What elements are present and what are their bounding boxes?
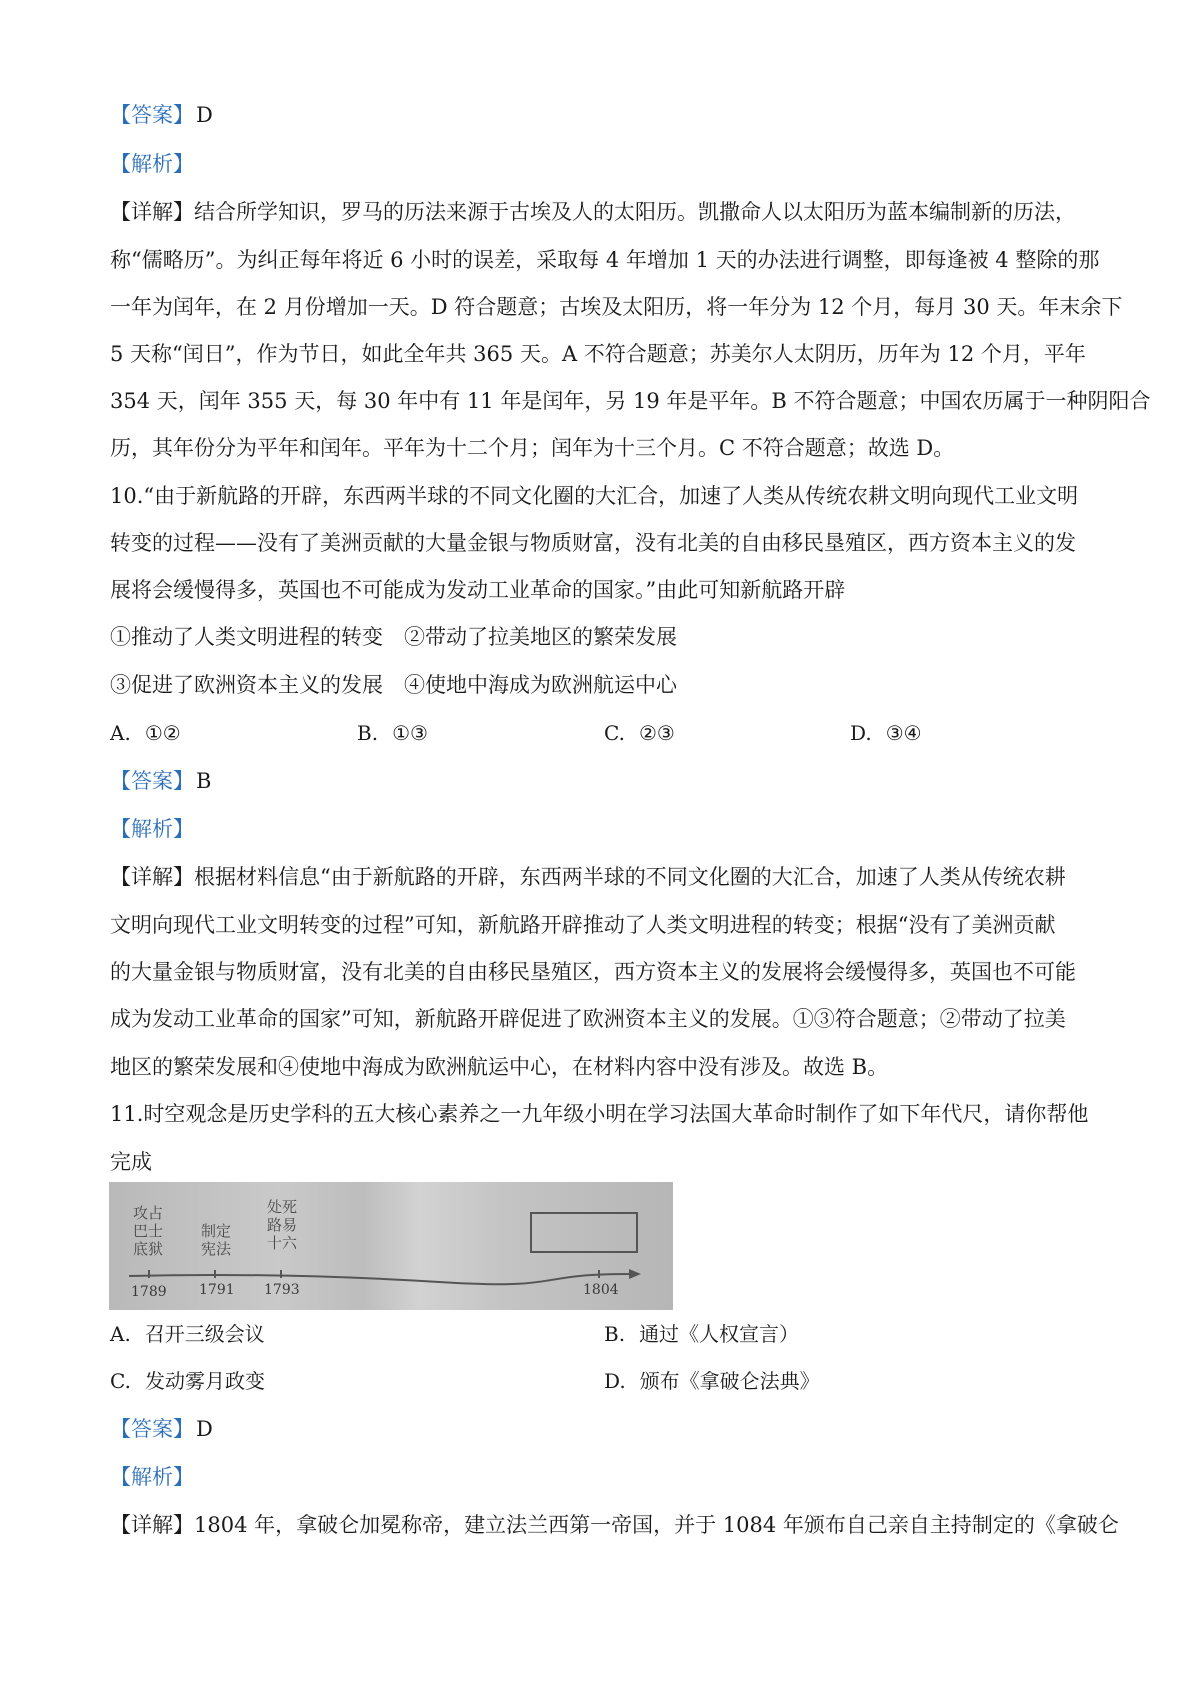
detail-text: 1804 年，拿破仑加冕称帝，建立法兰西第一帝国，并于 1084 年颁布自己亲自主持制定的《拿破仑 — [194, 1513, 1119, 1537]
q10-statement: ①推动了人类文明进程的转变 ②带动了拉美地区的繁荣发展 — [110, 625, 677, 649]
answer-value: B — [196, 769, 212, 793]
q10-option-a — [110, 718, 181, 748]
q10-detail-line: 文明向现代工业文明转变的过程”可知，新航路开辟推动了人类文明进程的转变；根据“没有了美洲贡献 — [110, 913, 1056, 937]
detail-tag: 【详解】 — [110, 1513, 194, 1537]
option-text: ③④ — [885, 721, 922, 745]
analysis-tag: 【解析】 — [110, 817, 194, 841]
answer-tag: 【答案】 — [110, 769, 194, 793]
analysis-tag: 【解析】 — [110, 1465, 194, 1489]
q10-option-c — [604, 718, 675, 748]
option-letter: B. — [604, 1322, 626, 1346]
q10-detail-line — [110, 862, 1100, 892]
q9-detail-line: 一年为闰年，在 2 月份增加一天。D 符合题意；古埃及太阳历，将一年分为 12 个月，每月 30 天。年末余下 — [110, 295, 1123, 319]
year-label: 1804 — [583, 1282, 619, 1298]
option-text: ①③ — [392, 721, 428, 745]
option-text: 发动雾月政变 — [144, 1369, 265, 1393]
option-letter: C. — [110, 1369, 131, 1393]
q9-analysis-tag — [110, 149, 1100, 179]
option-letter: C. — [604, 721, 625, 745]
q10-option-d — [850, 718, 922, 748]
q11-option-d — [604, 1366, 820, 1396]
q10-statement: ③促进了欧洲资本主义的发展 ④使地中海成为欧洲航运中心 — [110, 673, 677, 697]
event-label: 处死路易十六 — [267, 1198, 298, 1252]
option-text: 颁布《拿破仑法典》 — [639, 1369, 820, 1393]
answer-tag: 【答案】 — [110, 103, 194, 127]
q9-detail-line: 354 天，闰年 355 天，每 30 年中有 11 年是闰年，另 19 年是平年。B 不符合题意；中国农历属于一种阴阳合 — [110, 389, 1151, 413]
q11-option-b — [604, 1319, 799, 1349]
option-letter: D. — [604, 1369, 626, 1393]
option-letter: A. — [110, 1322, 131, 1346]
option-text: 通过《人权宣言） — [639, 1322, 800, 1346]
q11-analysis-tag — [110, 1462, 1100, 1492]
q10-detail-line: 成为发动工业革命的国家”可知，新航路开辟促进了欧洲资本主义的发展。①③符合题意；②带动了拉美 — [110, 1007, 1066, 1031]
detail-tag: 【详解】 — [110, 865, 194, 889]
timeline-figure — [109, 1182, 673, 1310]
q10-stem-line: 10.“由于新航路的开辟，东西两半球的不同文化圈的大汇合，加速了人类从传统农耕文明向现代工业文明 — [110, 484, 1079, 508]
q11-detail-line — [110, 1510, 1119, 1540]
q9-answer — [110, 100, 1100, 130]
q10-stem-line: 展将会缓慢得多，英国也不可能成为发动工业革命的国家。”由此可知新航路开辟 — [110, 578, 846, 602]
event-label: 制定宪法 — [201, 1222, 232, 1258]
option-letter: D. — [850, 721, 872, 745]
answer-tag: 【答案】 — [110, 1417, 194, 1441]
year-label: 1791 — [199, 1282, 235, 1298]
option-letter: A. — [110, 721, 131, 745]
q10-option-b — [357, 718, 428, 748]
q11-option-c — [110, 1366, 265, 1396]
option-text: 召开三级会议 — [144, 1322, 265, 1346]
event-label: 攻占巴士底狱 — [133, 1204, 164, 1258]
detail-tag: 【详解】 — [110, 200, 194, 224]
option-letter: B. — [357, 721, 379, 745]
q11-stem-line: 完成 — [110, 1150, 152, 1174]
q10-stem-line: 转变的过程——没有了美洲贡献的大量金银与物质财富，没有北美的自由移民垦殖区，西方资本主义的发 — [110, 531, 1076, 555]
q11-stem-line: 11.时空观念是历史学科的五大核心素养之一九年级小明在学习法国大革命时制作了如下年代尺，请你帮他 — [110, 1102, 1089, 1126]
q10-analysis-tag — [110, 814, 1100, 844]
analysis-tag: 【解析】 — [110, 152, 194, 176]
q11-answer — [110, 1414, 1100, 1444]
q9-detail-line: 5 天称“闰日”，作为节日，如此全年共 365 天。A 不符合题意；苏美尔人太阴历，历年为 12 个月，平年 — [110, 342, 1086, 366]
option-text: ②③ — [638, 721, 675, 745]
q9-detail-line: 历，其年份分为平年和闰年。平年为十二个月；闰年为十三个月。C 不符合题意；故选 D。 — [110, 436, 955, 460]
arrow-head — [629, 1269, 641, 1279]
answer-value: D — [196, 1417, 213, 1441]
q10-detail-line: 地区的繁荣发展和④使地中海成为欧洲航运中心，在材料内容中没有涉及。故选 B。 — [110, 1055, 889, 1079]
answer-value: D — [196, 103, 213, 127]
q10-answer — [110, 766, 1100, 796]
blank-event-box — [530, 1212, 638, 1253]
option-text: ①② — [144, 721, 181, 745]
year-label: 1789 — [131, 1284, 167, 1300]
q9-detail-line: 称“儒略历”。为纠正每年将近 6 小时的误差，采取每 4 年增加 1 天的办法进行调整，即每逢被 4 整除的那 — [110, 248, 1100, 272]
q9-detail-line — [110, 197, 1100, 227]
q11-option-a — [110, 1319, 265, 1349]
q10-detail-line: 的大量金银与物质财富，没有北美的自由移民垦殖区，西方资本主义的发展将会缓慢得多，英国也不可能 — [110, 960, 1076, 984]
detail-text: 根据材料信息“由于新航路的开辟，东西两半球的不同文化圈的大汇合，加速了人类从传统农耕 — [194, 865, 1066, 889]
detail-text: 结合所学知识，罗马的历法来源于古埃及人的太阳历。凯撒命人以太阳历为蓝本编制新的历法， — [194, 200, 1076, 224]
year-label: 1793 — [264, 1282, 300, 1298]
